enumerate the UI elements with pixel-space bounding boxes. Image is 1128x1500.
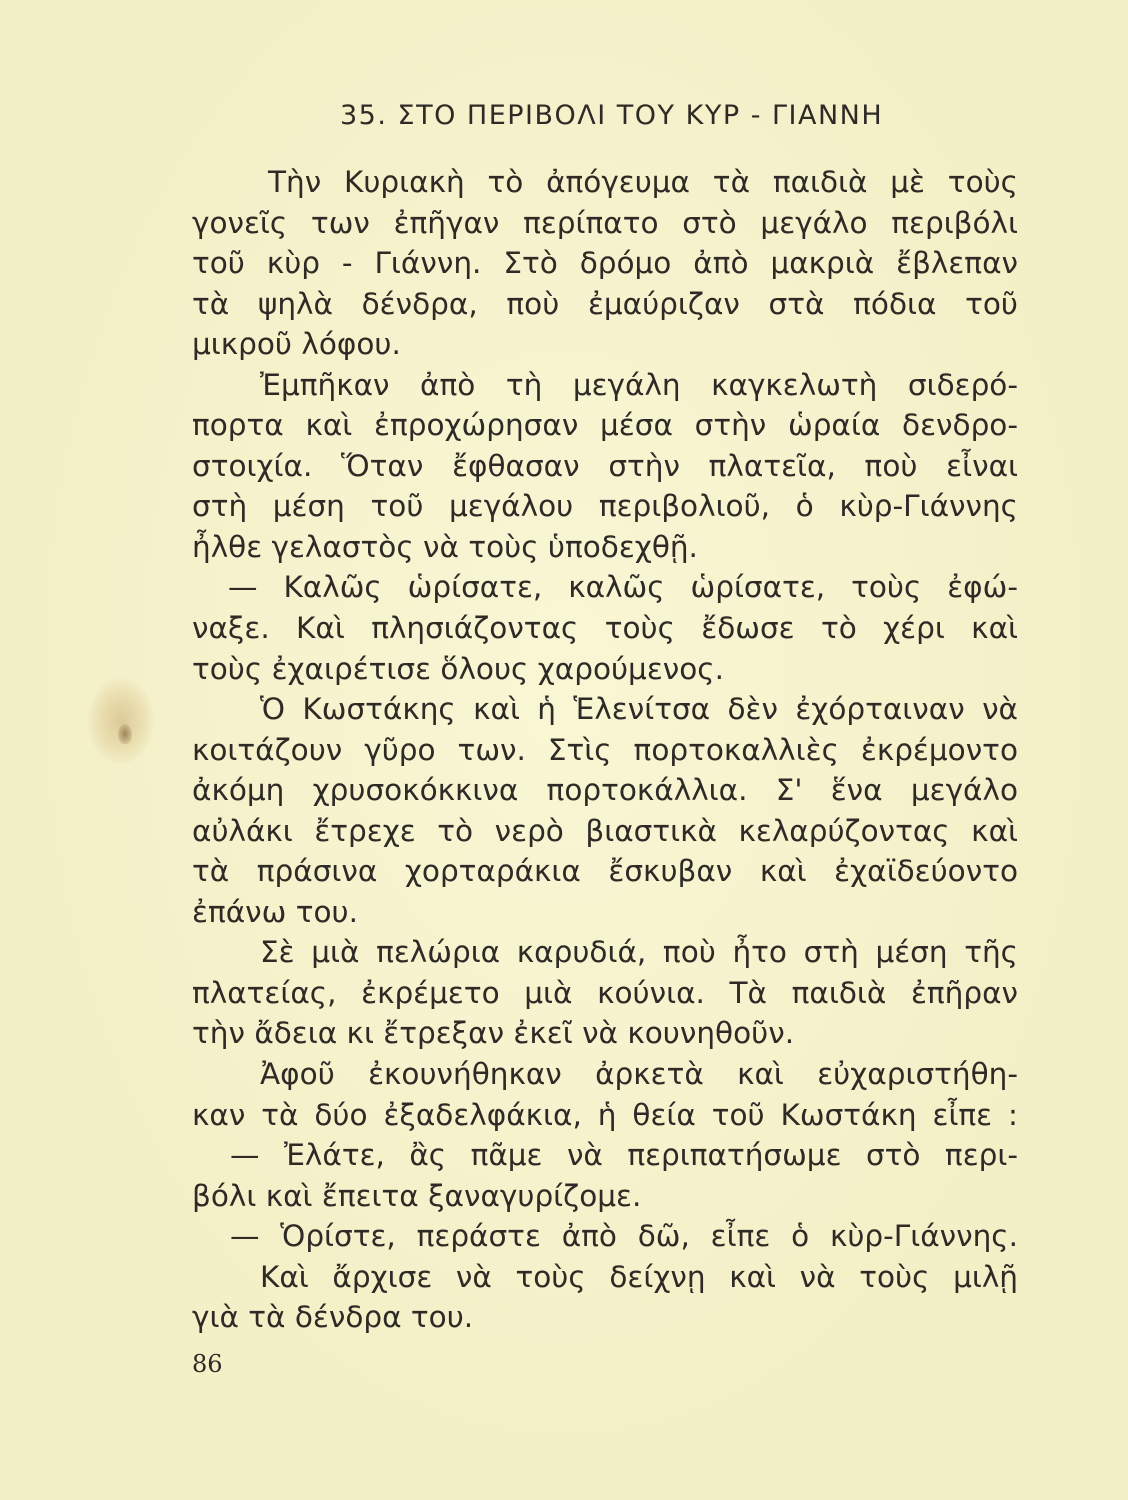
ink-blot [118, 724, 132, 744]
text-line: ἐπάνω του. [192, 894, 358, 929]
text-line: τὰ ψηλὰ δένδρα, ποὺ ἐμαύριζαν στὰ πόδια τοῦ [192, 286, 1018, 321]
text-line: — Ὁρίστε, περάστε ἀπὸ δῶ, εἶπε ὁ κὺρ-Γιάννης. [230, 1219, 1018, 1254]
chapter-title: 35. ΣΤΟ ΠΕΡΙΒΟΛΙ ΤΟΥ ΚΥΡ - ΓΙΑΝΝΗ [340, 100, 884, 131]
text-line: τὰ πράσινα χορταράκια ἔσκυβαν καὶ ἐχαϊδεύοντο [192, 854, 1018, 889]
text-line: ναξε. Καὶ πλησιάζοντας τοὺς ἔδωσε τὸ χέρι καὶ [192, 611, 1018, 646]
text-line: τοὺς ἐχαιρέτισε ὅλους χαρούμενος. [192, 651, 724, 686]
text-line: πορτα καὶ ἐπροχώρησαν μέσα στὴν ὡραία δενδρο- [192, 408, 1018, 443]
paper-stain [88, 678, 154, 764]
text-line: Τὴν Κυριακὴ τὸ ἀπόγευμα τὰ παιδιὰ μὲ τοὺς [268, 165, 1018, 199]
text-line: βόλι καὶ ἔπειτα ξαναγυρίζομε. [192, 1178, 642, 1213]
text-line: Ὁ Κωστάκης καὶ ἡ Ἑλενίτσα δὲν ἐχόρταιναν νὰ [260, 692, 1018, 727]
text-line: στὴ μέση τοῦ μεγάλου περιβολιοῦ, ὁ κὺρ-Γιάννης [192, 489, 1018, 524]
text-line: — Καλῶς ὡρίσατε, καλῶς ὡρίσατε, τοὺς ἐφώ- [228, 570, 1018, 605]
text-line: κοιτάζουν γῦρο των. Στὶς πορτοκαλλιὲς ἐκρέμοντο [192, 732, 1018, 767]
text-line: Ἀφοῦ ἐκουνήθηκαν ἀρκετὰ καὶ εὐχαριστήθη- [260, 1057, 1018, 1092]
text-line: στοιχία. Ὅταν ἔφθασαν στὴν πλατεῖα, ποὺ εἶναι [192, 448, 1018, 483]
chapter-body [192, 162, 1018, 1338]
text-line: — Ἐλάτε, ἂς πᾶμε νὰ περιπατήσωμε στὸ περι- [230, 1138, 1018, 1173]
text-line: ἦλθε γελαστὸς νὰ τοὺς ὑποδεχθῇ. [192, 529, 698, 564]
text-line: πλατείας, ἐκρέμετο μιὰ κούνια. Τὰ παιδιὰ ἐπῆραν [192, 975, 1018, 1010]
text-line: τὴν ἄδεια κι ἔτρεξαν ἐκεῖ νὰ κουνηθοῦν. [192, 1016, 795, 1051]
text-line: Καὶ ἄρχισε νὰ τοὺς δείχνῃ καὶ νὰ τοὺς μιλῇ [260, 1259, 1018, 1294]
text-line: καν τὰ δύο ἐξαδελφάκια, ἡ θεία τοῦ Κωστάκη εἶπε : [192, 1097, 1018, 1132]
text-line: αὐλάκι ἔτρεχε τὸ νερὸ βιαστικὰ κελαρύζοντας καὶ [192, 813, 1018, 848]
text-line: μικροῦ λόφου. [192, 327, 401, 362]
text-line: Σὲ μιὰ πελώρια καρυδιά, ποὺ ἦτο στὴ μέση τῆς [260, 935, 1018, 970]
text-line: ἀκόμη χρυσοκόκκινα πορτοκάλλια. Σ' ἕνα μεγάλο [192, 773, 1018, 808]
text-line: τοῦ κὺρ - Γιάννη. Στὸ δρόμο ἀπὸ μακριὰ ἔβλεπαν [192, 246, 1018, 281]
text-line: Ἐμπῆκαν ἀπὸ τὴ μεγάλη καγκελωτὴ σιδερό- [260, 367, 1018, 402]
text-line: γιὰ τὰ δένδρα του. [192, 1300, 474, 1335]
text-line: γονεῖς των ἐπῆγαν περίπατο στὸ μεγάλο περιβόλι [192, 205, 1018, 240]
page-number: 86 [192, 1350, 223, 1378]
